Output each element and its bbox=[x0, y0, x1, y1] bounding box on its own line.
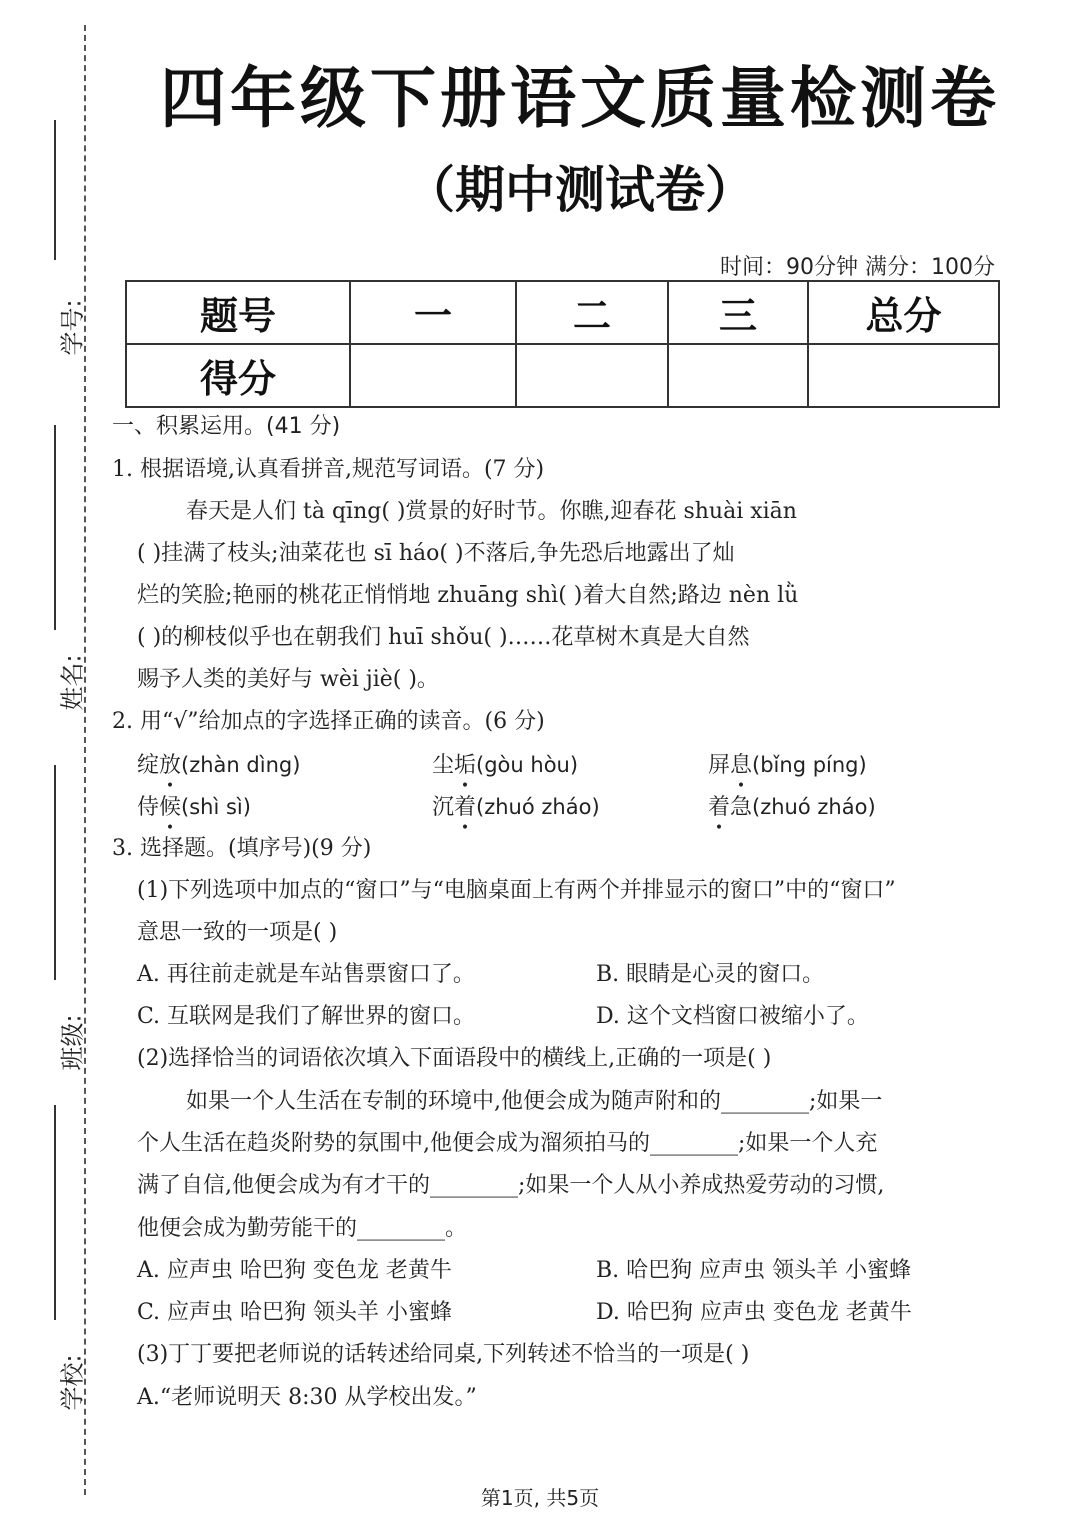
sub-question: 意思一致的一项是( ) bbox=[137, 920, 338, 945]
score-input-cell[interactable] bbox=[668, 344, 808, 407]
pinyin-options[interactable]: (bǐng píng) bbox=[752, 753, 867, 777]
school-field[interactable] bbox=[22, 1105, 87, 1411]
binding-dashed-line bbox=[84, 25, 86, 1495]
char: 绽 bbox=[137, 753, 160, 778]
dotted-char: 着 bbox=[708, 795, 731, 820]
class-field[interactable] bbox=[22, 765, 87, 1071]
char: 尘 bbox=[432, 753, 455, 778]
score-row-label: 得分 bbox=[126, 344, 350, 407]
dotted-char: 放 bbox=[159, 753, 182, 778]
passage-line: 春天是人们 tà qīng( )赏景的好时节。你瞧,迎春花 shuài xiān bbox=[186, 499, 797, 524]
score-input-cell[interactable] bbox=[516, 344, 668, 407]
passage-line: 如果一个人生活在专制的环境中,他便会成为随声附和的________;如果一 bbox=[186, 1089, 883, 1114]
question-title: 3. 选择题。(填序号)(9 分) bbox=[112, 836, 372, 861]
student-name-field[interactable] bbox=[22, 425, 87, 711]
dotted-char: 着 bbox=[454, 795, 477, 820]
score-input-cell[interactable] bbox=[808, 344, 999, 407]
student-name-label: 姓名: bbox=[58, 654, 87, 711]
passage-line: ( )挂满了枝头;油菜花也 sī háo( )不落后,争先恐后地露出了灿 bbox=[137, 541, 735, 566]
dotted-char: 候 bbox=[159, 795, 182, 820]
passage-line: 他便会成为勤劳能干的________。 bbox=[137, 1216, 468, 1241]
passage-line: 赐予人类的美好与 wèi jiè( )。 bbox=[137, 667, 439, 692]
sub-question: (1)下列选项中加点的“窗口”与“电脑桌面上有两个并排显示的窗口”中的“窗口” bbox=[137, 878, 896, 903]
dotted-char: 垢 bbox=[454, 753, 477, 778]
char: 急 bbox=[730, 795, 753, 820]
option-c[interactable]: C. 应声虫 哈巴狗 领头羊 小蜜蜂 bbox=[137, 1300, 453, 1325]
score-header-cell: 一 bbox=[350, 281, 516, 344]
option-a[interactable]: A. 应声虫 哈巴狗 变色龙 老黄牛 bbox=[137, 1258, 452, 1283]
option-c[interactable]: C. 互联网是我们了解世界的窗口。 bbox=[137, 1004, 476, 1029]
pinyin-item bbox=[708, 750, 867, 781]
pinyin-item bbox=[708, 792, 876, 823]
passage-line: ( )的柳枝似乎也在朝我们 huī shǒu( )……花草树木真是大自然 bbox=[137, 625, 750, 650]
score-input-cell[interactable] bbox=[350, 344, 516, 407]
student-id-label: 学号: bbox=[58, 299, 87, 356]
sub-question: (2)选择恰当的词语依次填入下面语段中的横线上,正确的一项是( ) bbox=[137, 1046, 772, 1071]
pinyin-options[interactable]: (shì sì) bbox=[181, 795, 251, 819]
option-b[interactable]: B. 哈巴狗 应声虫 领头羊 小蜜蜂 bbox=[596, 1258, 912, 1283]
class-label: 班级: bbox=[58, 1014, 87, 1071]
score-table-header-row bbox=[126, 281, 999, 344]
class-underline bbox=[54, 765, 56, 980]
score-header-cell: 三 bbox=[668, 281, 808, 344]
pinyin-options[interactable]: (zhàn dìng) bbox=[181, 753, 301, 777]
char: 屏 bbox=[708, 753, 731, 778]
student-name-underline bbox=[54, 425, 56, 630]
dotted-char: 息 bbox=[730, 753, 753, 778]
school-label: 学校: bbox=[58, 1354, 87, 1411]
pinyin-item bbox=[137, 750, 300, 781]
time-and-score-info: 时间：90分钟 满分：100分 bbox=[720, 255, 995, 280]
pinyin-item bbox=[432, 750, 578, 781]
score-header-cell: 总分 bbox=[808, 281, 999, 344]
question-title: 1. 根据语境,认真看拼音,规范写词语。(7 分) bbox=[112, 457, 545, 482]
char: 沉 bbox=[432, 795, 455, 820]
section-title: 一、积累运用。(41 分) bbox=[112, 414, 341, 439]
option-a[interactable]: A. 再往前走就是车站售票窗口了。 bbox=[137, 962, 475, 987]
sub-question: (3)丁丁要把老师说的话转述给同桌,下列转述不恰当的一项是( ) bbox=[137, 1342, 750, 1367]
question-title: 2. 用“√”给加点的字选择正确的读音。(6 分) bbox=[112, 709, 545, 734]
score-table-score-row bbox=[126, 344, 999, 407]
pinyin-item bbox=[137, 792, 251, 823]
school-underline bbox=[54, 1105, 56, 1320]
option-d[interactable]: D. 这个文档窗口被缩小了。 bbox=[596, 1004, 869, 1029]
pinyin-options[interactable]: (gòu hòu) bbox=[476, 753, 579, 777]
score-header-cell: 题号 bbox=[126, 281, 350, 344]
option-a[interactable]: A.“老师说明天 8:30 从学校出发。” bbox=[137, 1385, 477, 1410]
passage-line: 满了自信,他便会成为有才干的________;如果一个人从小养成热爱劳动的习惯, bbox=[137, 1173, 885, 1198]
score-header-cell: 二 bbox=[516, 281, 668, 344]
page-number: 第1页, 共5页 bbox=[480, 1486, 600, 1510]
score-table bbox=[125, 280, 1000, 408]
passage-line: 个人生活在趋炎附势的氛围中,他便会成为溜须拍马的________;如果一个人充 bbox=[137, 1131, 878, 1156]
option-b[interactable]: B. 眼睛是心灵的窗口。 bbox=[596, 962, 825, 987]
pinyin-options[interactable]: (zhuó zháo) bbox=[476, 795, 600, 819]
option-d[interactable]: D. 哈巴狗 应声虫 变色龙 老黄牛 bbox=[596, 1300, 912, 1325]
exam-subtitle: （期中测试卷） bbox=[405, 161, 755, 219]
char: 侍 bbox=[137, 795, 160, 820]
passage-line: 烂的笑脸;艳丽的桃花正悄悄地 zhuāng shì( )着大自然;路边 nèn lǜ bbox=[137, 583, 799, 608]
exam-title: 四年级下册语文质量检测卷 bbox=[160, 60, 1000, 137]
pinyin-options[interactable]: (zhuó zháo) bbox=[752, 795, 876, 819]
pinyin-item bbox=[432, 792, 600, 823]
